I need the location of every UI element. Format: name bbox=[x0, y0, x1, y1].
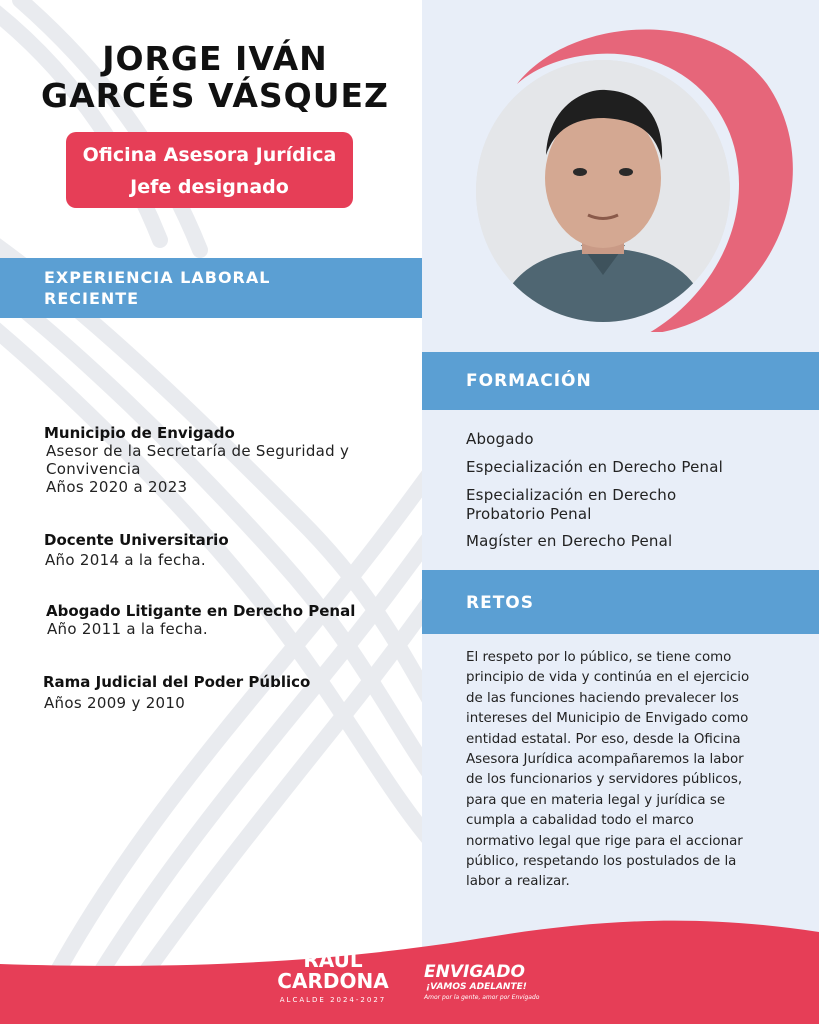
challenges-line: de los funcionarios y servidores públicos, bbox=[466, 772, 743, 788]
experience-heading-band bbox=[0, 258, 422, 318]
challenges-heading-band bbox=[422, 570, 819, 634]
challenges-line: normativo legal que rige para el accionar bbox=[466, 833, 743, 849]
challenges-line: cumpla a cabalidad todo el marco bbox=[466, 813, 694, 829]
experience-item bbox=[43, 673, 310, 712]
formation-item: Probatorio Penal bbox=[466, 505, 592, 523]
challenges-heading: RETOS bbox=[466, 593, 534, 613]
mayor-logo-line-1: RAÚL bbox=[303, 948, 363, 972]
experience-title: Abogado Litigante en Derecho Penal bbox=[46, 602, 356, 620]
formation-item: Magíster en Derecho Penal bbox=[466, 532, 673, 550]
name-line-1: JORGE IVÁN bbox=[102, 39, 328, 78]
person-portrait-icon bbox=[476, 60, 730, 322]
formation-item: Abogado bbox=[466, 430, 534, 448]
formation-heading-band bbox=[422, 352, 819, 410]
profile-photo bbox=[476, 60, 730, 322]
formation-heading: FORMACIÓN bbox=[466, 371, 592, 391]
role-title: Jefe designado bbox=[130, 176, 289, 198]
mayor-logo bbox=[268, 950, 398, 992]
challenges-line: público, respetando los postulados de la bbox=[466, 854, 737, 870]
formation-item: Especialización en Derecho bbox=[466, 486, 677, 504]
challenges-line: de las funciones haciendo prevalecer los bbox=[466, 690, 739, 706]
experience-item bbox=[44, 424, 349, 496]
experience-title: Docente Universitario bbox=[44, 531, 229, 549]
challenges-line: para que en materia legal y jurídica se bbox=[466, 792, 726, 808]
challenges-line: labor a realizar. bbox=[466, 874, 570, 890]
mayor-logo-line-2: CARDONA bbox=[277, 969, 389, 993]
challenges-line: principio de vida y continúa en el ejercicio bbox=[466, 670, 750, 686]
footer-wave bbox=[0, 912, 819, 1024]
experience-detail: Convivencia bbox=[46, 460, 141, 478]
mayor-term: ALCALDE 2024-2027 bbox=[279, 996, 387, 1004]
city-tagline: Amor por la gente, amor por Envigado bbox=[424, 994, 540, 1001]
experience-years: Año 2014 a la fecha. bbox=[45, 551, 206, 569]
experience-years: Años 2009 y 2010 bbox=[44, 694, 186, 712]
experience-heading-line-2: RECIENTE bbox=[44, 289, 140, 308]
experience-title: Rama Judicial del Poder Público bbox=[43, 673, 311, 691]
challenges-line: intereses del Municipio de Envigado como bbox=[466, 711, 749, 727]
experience-item bbox=[46, 602, 355, 638]
experience-title: Municipio de Envigado bbox=[44, 424, 235, 442]
challenges-line: El respeto por lo público, se tiene como bbox=[466, 650, 732, 665]
city-slogan: ¡VAMOS ADELANTE! bbox=[426, 982, 527, 992]
experience-years: Año 2011 a la fecha. bbox=[47, 620, 208, 638]
role-office: Oficina Asesora Jurídica bbox=[82, 144, 337, 166]
formation-item: Especialización en Derecho Penal bbox=[466, 458, 723, 476]
experience-heading-line-1: EXPERIENCIA LABORAL bbox=[44, 268, 271, 287]
experience-item bbox=[44, 531, 229, 569]
name-line-2: GARCÉS VÁSQUEZ bbox=[41, 76, 389, 115]
city-logo: ENVIGADO bbox=[424, 962, 525, 982]
experience-years: Años 2020 a 2023 bbox=[46, 478, 188, 496]
challenges-text bbox=[466, 648, 796, 893]
challenges-line: Asesora Jurídica acompañaremos la labor bbox=[466, 752, 744, 768]
challenges-line: entidad estatal. Por eso, desde la Oficina bbox=[466, 731, 741, 747]
experience-detail: Asesor de la Secretaría de Seguridad y bbox=[46, 442, 350, 460]
person-name bbox=[40, 40, 390, 114]
